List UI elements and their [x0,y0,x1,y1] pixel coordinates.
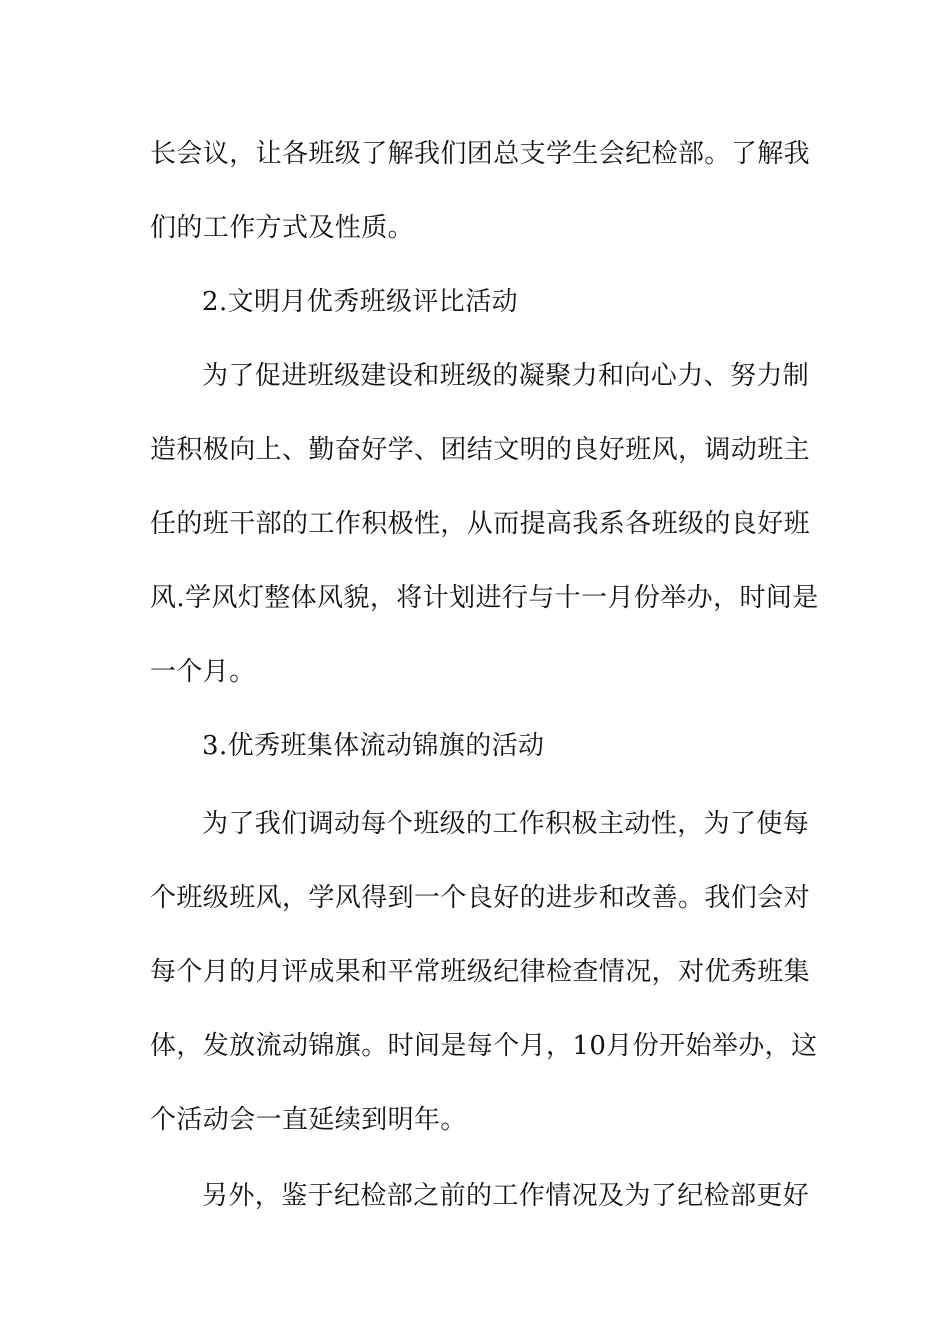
text-line: 长会议，让各班级了解我们团总支学生会纪检部。了解我 [150,139,811,169]
text-line: 个活动会一直延续到明年。 [150,1105,467,1135]
text-line: 为了促进班级建设和班级的凝聚力和向心力、努力制 [202,361,810,391]
text-line: 任的班干部的工作积极性，从而提高我系各班级的良好班 [150,509,811,539]
section-heading: 2.文明月优秀班级评比活动 [202,287,519,317]
text-line: 风.学风灯整体风貌，将计划进行与十一月份举办，时间是 [150,583,819,613]
text-line: 每个月的月评成果和平常班级纪律检查情况，对优秀班集 [150,957,811,987]
text-line: 们的工作方式及性质。 [150,213,415,243]
text-line: 为了我们调动每个班级的工作积极主动性，为了使每 [202,809,810,839]
text-line: 一个月。 [150,657,256,687]
section-heading: 3.优秀班集体流动锦旗的活动 [202,731,545,761]
text-line: 另外，鉴于纪检部之前的工作情况及为了纪检部更好 [202,1181,810,1211]
text-line: 个班级班风，学风得到一个良好的进步和改善。我们会对 [150,883,811,913]
text-line: 造积极向上、勤奋好学、团结文明的良好班风，调动班主 [150,435,811,465]
text-line: 体，发放流动锦旗。时间是每个月，10月份开始举办，这 [150,1031,818,1061]
